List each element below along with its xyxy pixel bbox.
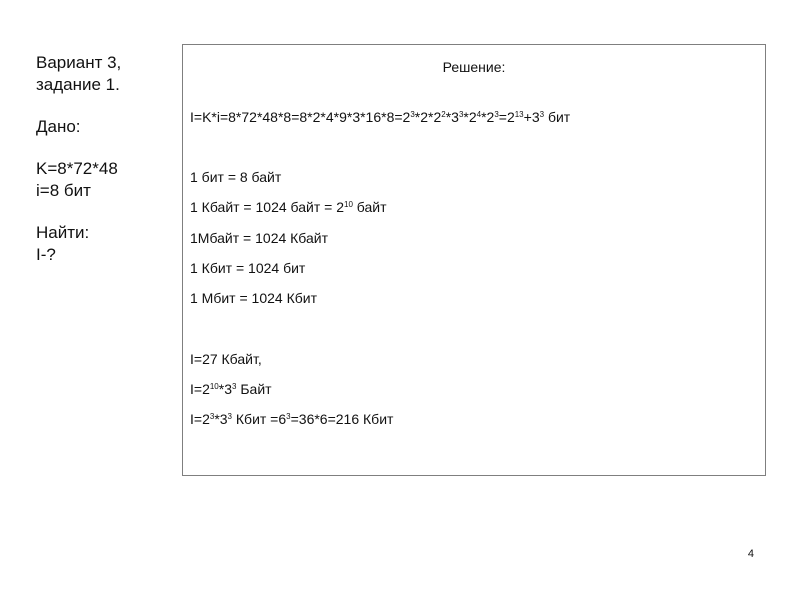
conversion-kbit: 1 Кбит = 1024 бит [190,260,306,276]
given-heading: Дано: [36,117,81,136]
solution-box [182,44,766,476]
main-formula: $I=K*i=8*72*48*8=8*2*4*9*3*16*8=2^3*2*2^2*3^3*2^4*2^3=2^{13}+3^3$ бит [190,109,571,125]
given-i: i=8 бит [36,181,91,200]
conversion-mbit: 1 Мбит = 1024 Кбит [190,290,317,306]
task-label: задание 1. [36,75,120,94]
result-kbyte: I=27 Кбайт, [190,351,262,367]
solution-title: Решение: [442,59,506,75]
find-value: I-? [36,245,56,264]
variant-label: Вариант 3, [36,53,122,72]
conversion-mbyte: 1Мбайт = 1024 Кбайт [190,230,329,246]
result-kbit: $I=2^3*3^3$ Кбит $=6^3=36*6=216$ Кбит [190,411,394,427]
given-section [36,52,121,266]
conversion-bit-byte: 1 бит = 8 байт [190,169,282,185]
conversion-kbyte: 1 Кбайт = 1024 байт = $2^{10}$ байт [190,199,387,215]
find-heading: Найти: [36,223,90,242]
given-k: K=8*72*48 [36,159,118,178]
result-byte: $I=2^{10}*3^3$ Байт [190,381,272,397]
page-number: 4 [747,548,754,560]
